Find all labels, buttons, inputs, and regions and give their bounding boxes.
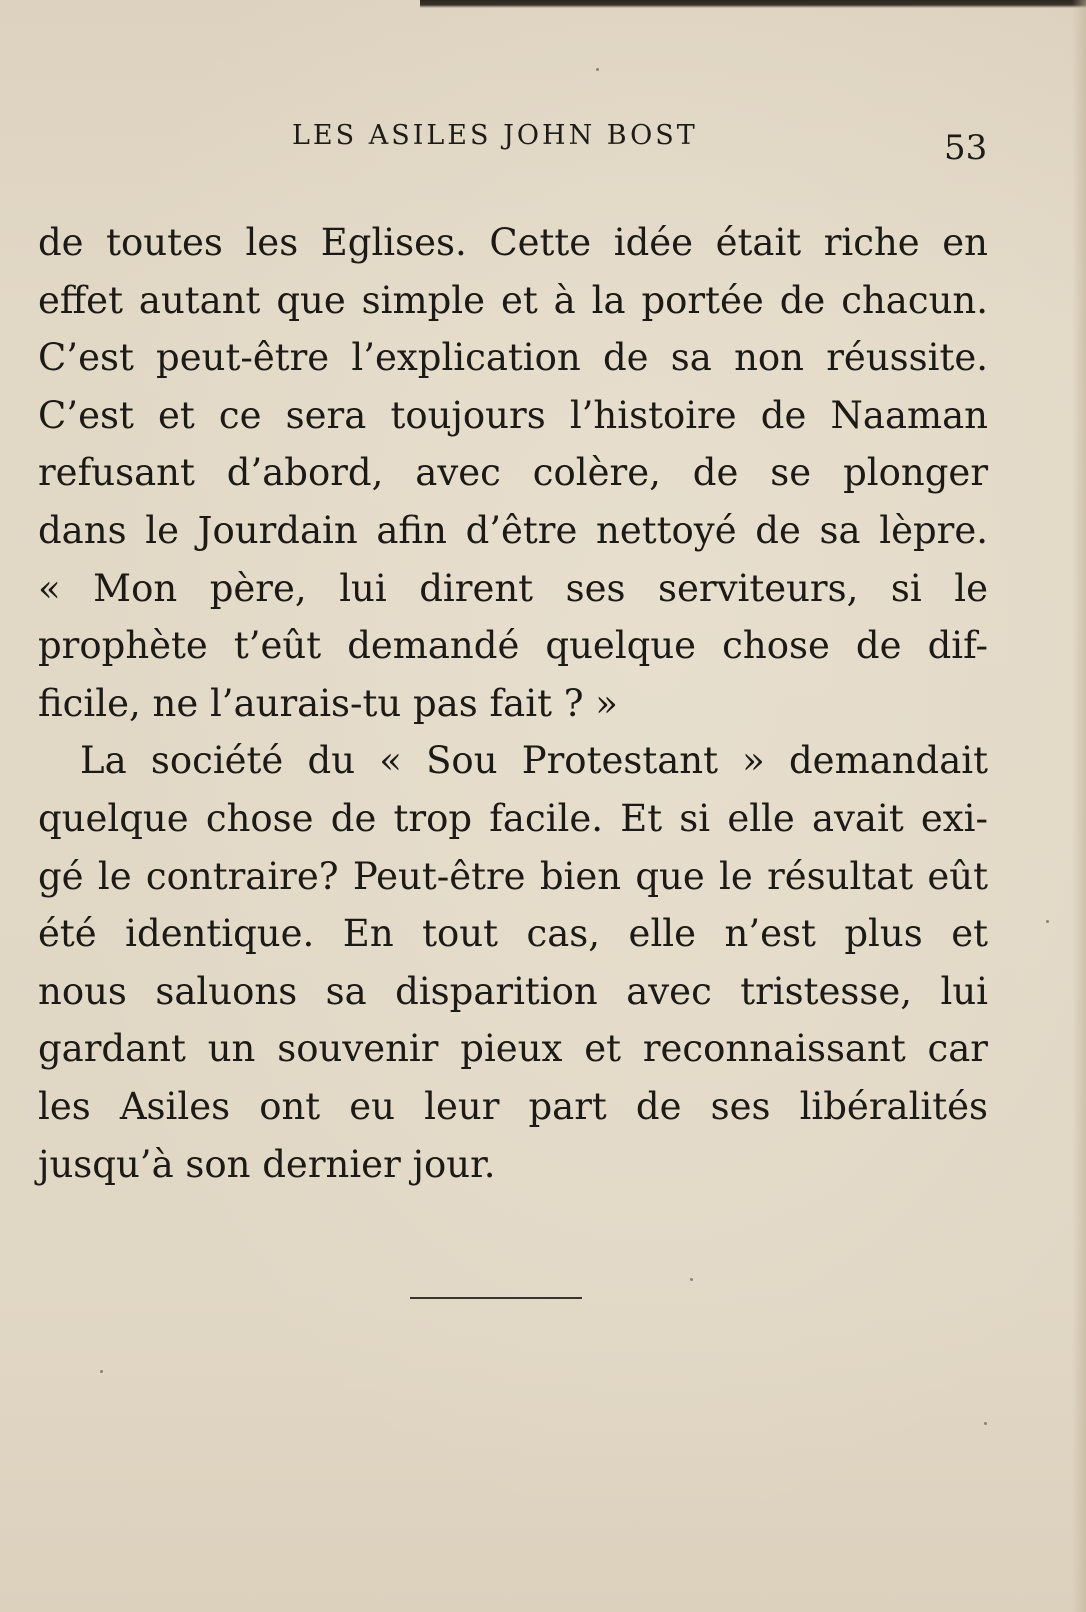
paper-speck — [596, 68, 599, 71]
section-end-rule — [410, 1297, 582, 1299]
paper-speck — [100, 1370, 103, 1373]
paper-speck — [1046, 920, 1049, 923]
paper-speck — [690, 1278, 693, 1281]
text-line: La société du « Sou Protestant » demandait — [80, 739, 988, 783]
page-number: 53 — [944, 128, 988, 168]
text-line: C’est et ce sera toujours l’histoire de Naaman — [38, 393, 988, 437]
text-line: gé le contraire? Peut-être bien que le résultat eût — [38, 854, 988, 898]
text-line: effet autant que simple et à la portée de chacun. — [38, 278, 988, 322]
page-right-edge-shadow — [1072, 0, 1086, 1612]
text-line: jusqu’à son dernier jour. — [38, 1142, 496, 1186]
text-line: C’est peut-être l’explication de sa non réussite. — [38, 336, 988, 380]
text-line: quelque chose de trop facile. Et si elle avait exi- — [38, 796, 988, 840]
text-line: prophète t’eût demandé quelque chose de dif- — [38, 624, 988, 668]
text-line: de toutes les Eglises. Cette idée était riche en — [38, 221, 988, 264]
page-top-edge-shadow — [420, 0, 1086, 8]
text-line: gardant un souvenir pieux et reconnaissant car — [38, 1027, 988, 1071]
text-line: nous saluons sa disparition avec tristesse, lui — [38, 969, 988, 1013]
text-line: été identique. En tout cas, elle n’est plus et — [38, 912, 988, 956]
text-line: dans le Jourdain afin d’être nettoyé de sa lèpre. — [38, 508, 988, 552]
text-line: « Mon père, lui dirent ses serviteurs, si le — [38, 566, 988, 610]
body-text — [38, 214, 988, 1193]
text-line: refusant d’abord, avec colère, de se plonger — [38, 451, 988, 495]
running-title: LES ASILES JOHN BOST — [292, 120, 698, 151]
text-line: les Asiles ont eu leur part de ses libéralités — [38, 1084, 988, 1128]
text-line: ficile, ne l’aurais-tu pas fait ? » — [38, 681, 618, 725]
paper-speck — [984, 1422, 987, 1425]
